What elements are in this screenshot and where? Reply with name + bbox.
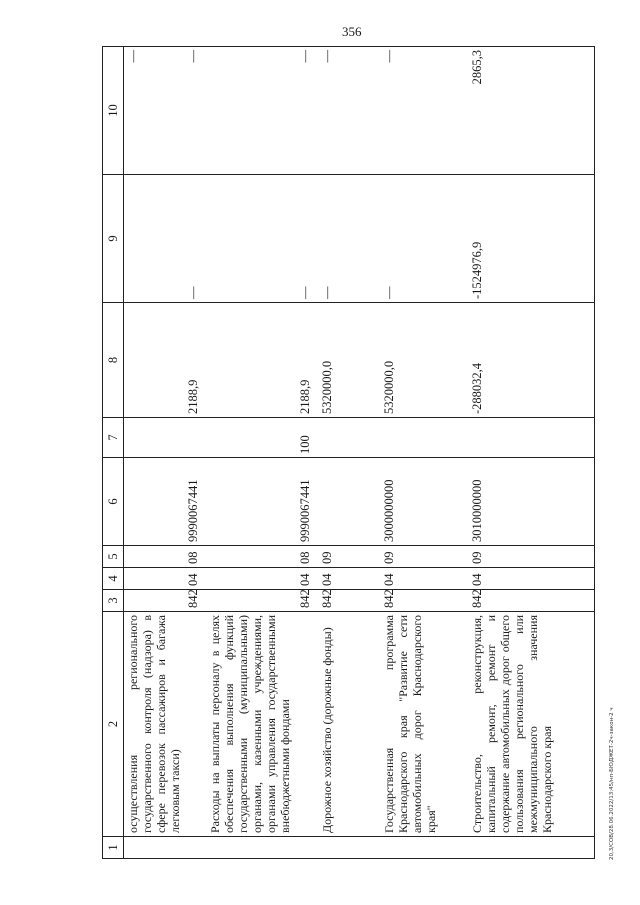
cell-c8: 2188,9 [296, 303, 318, 418]
budget-table [102, 46, 595, 859]
cell-c3: 842 [296, 590, 318, 612]
cell-description [184, 612, 206, 837]
cell-description: осуществления регионального государственного контроля (надзора) в сфере перевозок пассажиров и багажа легковым такси) [124, 612, 185, 837]
table-row [468, 47, 594, 859]
cell-c1 [184, 837, 206, 859]
cell-c9: — [296, 175, 318, 303]
cell-description: Дорожное хозяйство (дорожные фонды) [318, 612, 380, 837]
cell-c6 [124, 458, 185, 546]
cell-c4: 04 [184, 568, 206, 590]
cell-c5 [124, 546, 185, 568]
cell-description: Строительство, реконструкция, капитальный ремонт, ремонт и содержание автомобильных дорог общего пользования регионального или межмуниципального значения Краснодарского края [468, 612, 594, 837]
cell-c6 [206, 458, 296, 546]
cell-description: Расходы на выплаты персоналу в целях обеспечения выполнения функций государственными (муниципальными) органами, казенными учреждениями, органами управления государственными внебюджетными фондами [206, 612, 296, 837]
cell-c3: 842 [318, 590, 380, 612]
cell-c8: 5320000,0 [318, 303, 380, 418]
table-row [318, 47, 380, 859]
page-number: 356 [342, 24, 362, 39]
cell-c1 [468, 837, 594, 859]
cell-c10: — [380, 47, 468, 175]
cell-c10: — [184, 47, 206, 175]
cell-c8: -288032,4 [468, 303, 594, 418]
cell-c5 [206, 546, 296, 568]
cell-c7 [184, 418, 206, 458]
header-row [103, 47, 124, 859]
cell-c9 [206, 175, 296, 303]
cell-c10: 2865,3 [468, 47, 594, 175]
cell-c8: 2188,9 [184, 303, 206, 418]
cell-c3: 842 [468, 590, 594, 612]
cell-c5: 09 [468, 546, 594, 568]
col-header: 2 [103, 612, 124, 837]
cell-c6: 9990067441 [184, 458, 206, 546]
cell-c8: 5320000,0 [380, 303, 468, 418]
cell-c4: 04 [380, 568, 468, 590]
col-header: 3 [103, 590, 124, 612]
table-row [184, 47, 206, 859]
cell-c4 [206, 568, 296, 590]
cell-c7 [124, 418, 185, 458]
col-header: 8 [103, 303, 124, 418]
cell-c7 [468, 418, 594, 458]
cell-c9: — [380, 175, 468, 303]
cell-c8 [124, 303, 185, 418]
budget-table-container [102, 47, 592, 859]
col-header: 10 [103, 47, 124, 175]
table-row [124, 47, 185, 859]
cell-c6: 3010000000 [468, 458, 594, 546]
col-header: 5 [103, 546, 124, 568]
cell-c9: -1524976,9 [468, 175, 594, 303]
cell-c7 [206, 418, 296, 458]
cell-c6: 9990067441 [296, 458, 318, 546]
col-header: 1 [103, 837, 124, 859]
cell-c5: 09 [318, 546, 380, 568]
cell-c5: 09 [380, 546, 468, 568]
footnote-text: 20,3/СОВ/28.06.2022/13:45/нп-БЮДЖЕТ-2ч-закон-2 ч [609, 707, 615, 860]
table-row [206, 47, 296, 859]
table-row [296, 47, 318, 859]
cell-description [296, 612, 318, 837]
cell-c7: 100 [296, 418, 318, 458]
cell-c5: 08 [296, 546, 318, 568]
cell-c9: — [318, 175, 380, 303]
cell-c3 [124, 590, 185, 612]
cell-c8 [206, 303, 296, 418]
cell-c10: — [318, 47, 380, 175]
cell-c1 [124, 837, 185, 859]
cell-description: Государственная программа Краснодарского края "Развитие сети автомобильных дорог Краснодарского края" [380, 612, 468, 837]
cell-c7 [380, 418, 468, 458]
footnote-container [609, 630, 619, 860]
cell-c3: 842 [380, 590, 468, 612]
cell-c5: 08 [184, 546, 206, 568]
cell-c6: 3000000000 [380, 458, 468, 546]
col-header: 4 [103, 568, 124, 590]
cell-c9: — [184, 175, 206, 303]
cell-c3 [206, 590, 296, 612]
cell-c4 [124, 568, 185, 590]
cell-c10 [206, 47, 296, 175]
cell-c1 [296, 837, 318, 859]
cell-c6 [318, 458, 380, 546]
cell-c1 [318, 837, 380, 859]
col-header: 9 [103, 175, 124, 303]
cell-c10: — [296, 47, 318, 175]
cell-c4: 04 [296, 568, 318, 590]
cell-c9 [124, 175, 185, 303]
col-header: 6 [103, 458, 124, 546]
cell-c1 [206, 837, 296, 859]
rotated-table-frame [102, 47, 592, 859]
cell-c7 [318, 418, 380, 458]
cell-c1 [380, 837, 468, 859]
cell-c4: 04 [468, 568, 594, 590]
cell-c10: — [124, 47, 185, 175]
table-row [380, 47, 468, 859]
cell-c3: 842 [184, 590, 206, 612]
col-header: 7 [103, 418, 124, 458]
cell-c4: 04 [318, 568, 380, 590]
